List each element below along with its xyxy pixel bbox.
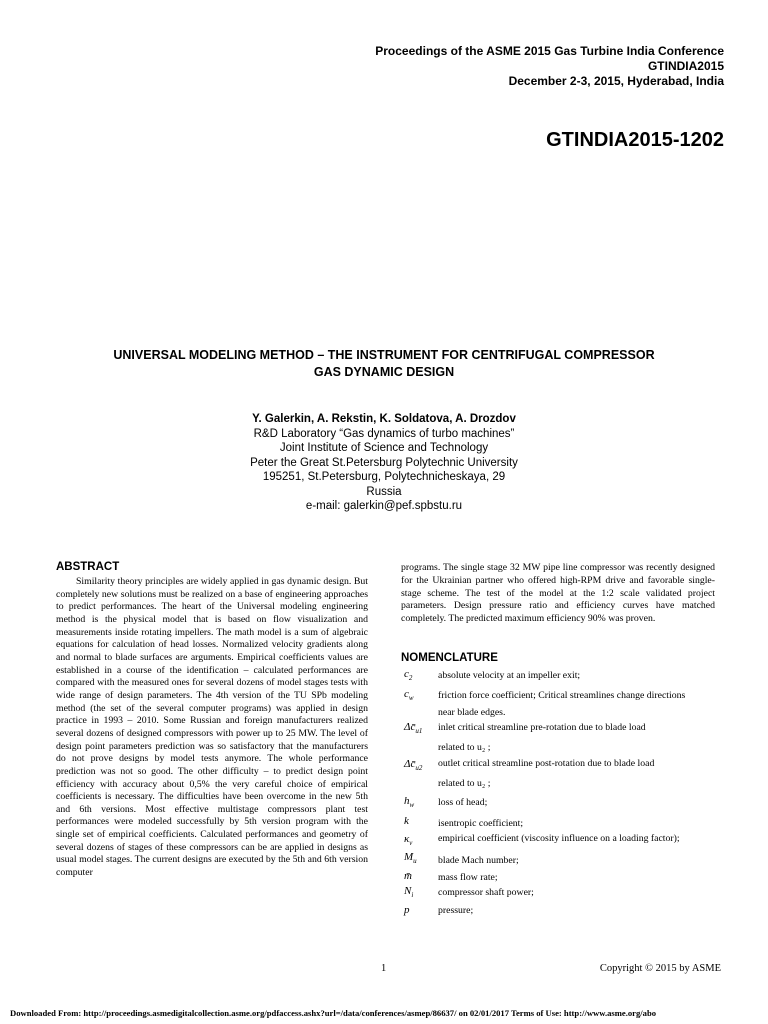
nomenclature-symbol: m̄ — [404, 870, 412, 882]
affiliation-line: R&D Laboratory “Gas dynamics of turbo machines” — [253, 427, 515, 440]
nomenclature-definition: outlet critical streamline post-rotation due to blade load — [438, 758, 655, 769]
author-email: e-mail: galerkin@pef.spbstu.ru — [305, 500, 463, 512]
nomenclature-definition-cont: related to u₂ ; — [438, 778, 491, 789]
paper-title — [80, 347, 688, 381]
nomenclature-definition: empirical coefficient (viscosity influence on a loading factor); — [438, 833, 680, 844]
abstract-heading: ABSTRACT — [56, 561, 120, 573]
nomenclature-symbol: $c_w$ — [404, 688, 414, 703]
nomenclature-symbol: p — [404, 904, 410, 916]
abstract-text: Similarity theory principles are widely applied in gas dynamic design. But completely new solutions must be realized on a base of engineering approaches to predict performances. The heart of the Universal modeling engineering method is the physical model that is based on flow visualization and measurements inside rotating impellers. The math model is a sum of algebraic equations for calculation of head losses. Normalized velocity gradients along and normal to blade surfaces are arguments. Empirical coefficients values are established in a course of the identification – calculated performances are compared with the measured ones for several dozens of model stages tests with wide range of design parameters. The 4th version of the TU SPb modeling method (the set of the several computer programs) was applied in design practice in 1993 – 2010. Some Russian and foreign manufacturers realized several dozens of designed compressors with power up to 25 MW. The level of design point parameters prediction was so satisfactory that the manufacturers do not prove designs by model tests anymore. The whole performance prediction was not so good. The other difficulty – to predict design point efficiency with accuracy about 0,5% the very careful choice of empirical coefficients is necessary. The difficulties have been overcome in the new 5th and 6th versions. Most effective multistage compressors plant test performances were modeled successfully by 5th version program with the single set of empirical coefficients. Calculated performances and geometry of several dozens of stages of these compressors can be are applied in designs as usual model stages. The current designs are executed by the 5th and 6th version computer — [56, 576, 368, 879]
nomenclature-symbol: $\Delta c̄_{u1}$ — [404, 721, 423, 736]
affiliation-line: 195251, St.Petersburg, Polytechnicheskaya, 29 — [262, 471, 506, 483]
nomenclature-definition: absolute velocity at an impeller exit; — [438, 670, 581, 681]
download-notice: Downloaded From: http://proceedings.asmedigitalcollection.asme.org/pdfaccess.ashx?url=/data/conferences/asmep/86637/ on 02/01/2017 Terms of Use: http://www.asme.org/abo — [10, 1008, 657, 1018]
paper-id: GTINDIA2015-1202 — [546, 129, 724, 151]
nomenclature-symbol: k — [404, 815, 409, 827]
page-number: 1 — [381, 963, 387, 974]
nomenclature-definition: compressor shaft power; — [438, 887, 534, 898]
nomenclature-symbol: $\Delta c̄_{u2}$ — [404, 758, 423, 773]
nomenclature-symbol: $N_i$ — [404, 885, 414, 900]
nomenclature-heading: NOMENCLATURE — [401, 652, 498, 664]
conference-header — [375, 44, 724, 89]
abstract-continuation: programs. The single stage 32 MW pipe line compressor was recently designed for the Ukrainian partner who offered high-RPM drive and favorable single-stage scheme. The test of the model at the 1:2 scale validated project parameters. Design pressure ratio and efficiency curves have matched completely. The predicted maximum efficiency 90% was proven. — [401, 562, 715, 625]
nomenclature-definition: inlet critical streamline pre-rotation due to blade load — [438, 722, 646, 733]
nomenclature-definition: friction force coefficient; Critical streamlines change directions — [438, 690, 686, 701]
conference-code: GTINDIA2015 — [647, 59, 724, 73]
nomenclature-definition: blade Mach number; — [438, 855, 519, 866]
nomenclature-symbol: $\kappa_\nu$ — [404, 833, 413, 848]
affiliation-line: Russia — [366, 485, 402, 498]
nomenclature-definition-cont: related to u₂ ; — [438, 742, 491, 753]
nomenclature-definition: isentropic coefficient; — [438, 818, 524, 829]
author-names: Y. Galerkin, A. Rekstin, K. Soldatova, A. Drozdov — [252, 413, 516, 425]
conference-title: Proceedings of the ASME 2015 Gas Turbine India Conference — [375, 44, 724, 58]
conference-date-location: December 2-3, 2015, Hyderabad, India — [508, 74, 724, 88]
nomenclature-symbol: $c_2$ — [404, 668, 413, 683]
copyright-notice: Copyright © 2015 by ASME — [599, 963, 721, 974]
author-block — [80, 412, 688, 514]
paper-title-line: GAS DYNAMIC DESIGN — [313, 365, 455, 379]
nomenclature-definition: mass flow rate; — [438, 872, 498, 883]
nomenclature-symbol: $M_u$ — [404, 851, 417, 866]
nomenclature-definition-cont: near blade edges. — [438, 707, 506, 718]
affiliation-line: Peter the Great St.Petersburg Polytechnic University — [250, 456, 518, 469]
affiliation-line: Joint Institute of Science and Technology — [279, 442, 489, 454]
paper-title-line: UNIVERSAL MODELING METHOD – THE INSTRUMENT FOR CENTRIFUGAL COMPRESSOR — [113, 348, 655, 362]
nomenclature-symbol: $h_w$ — [404, 795, 415, 810]
nomenclature-definition: pressure; — [438, 905, 474, 916]
nomenclature-definition: loss of head; — [438, 797, 488, 808]
